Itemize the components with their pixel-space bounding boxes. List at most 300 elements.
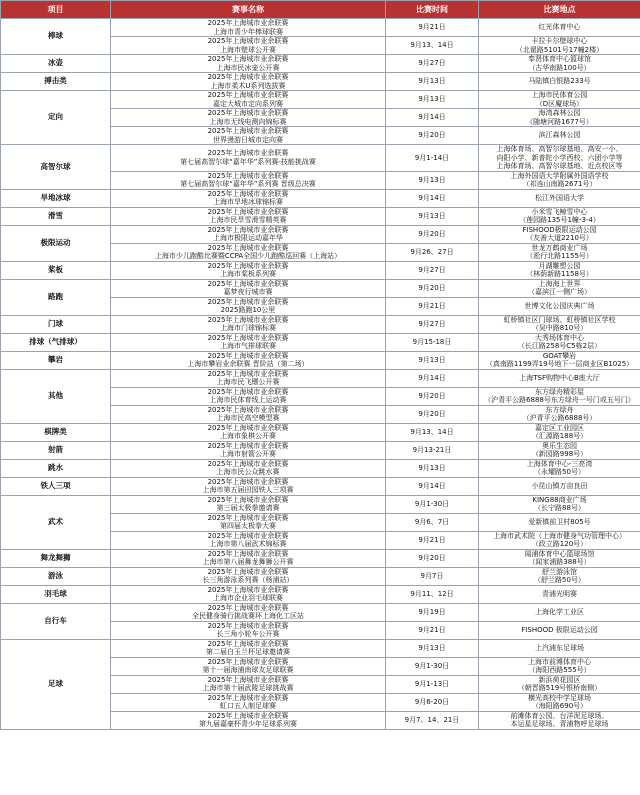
event-line: 上海市青少年棒球联赛	[213, 27, 283, 36]
place-cell	[479, 693, 640, 711]
event-line: 第九届嘉豪杯青少年足球系列赛	[199, 720, 297, 728]
event-line: 上海市第八届舞龙舞狮公开赛	[202, 558, 294, 566]
place-line: （朝晋路519号银桥南侧）	[517, 684, 602, 692]
event-line: 第十一届海浦南球友足球联赛	[202, 666, 294, 674]
event-line: 2025年上海城市业余联赛	[207, 243, 289, 252]
event-line: 2025年上海城市业余联赛	[207, 73, 289, 81]
event-line: 2025年上海城市业余联赛	[207, 657, 289, 666]
place-line: （政立路120号）	[531, 540, 588, 548]
place-line: 上汽浦东足球场	[535, 643, 584, 652]
event-line: 2025年上海城市业余联赛	[207, 459, 289, 468]
event-cell	[111, 189, 386, 207]
event-cell	[111, 387, 386, 405]
place-line: 月湖雕塑公园	[538, 261, 581, 270]
event-line: 上海市民冰壶公开赛	[216, 63, 280, 72]
event-cell	[111, 261, 386, 279]
project-cell: 攀岩	[1, 351, 111, 369]
place-line: 小昆山镇万亩良田	[531, 481, 588, 490]
project-cell: 羽毛球	[1, 585, 111, 603]
place-cell	[479, 243, 640, 261]
place-line: KING88商业广场	[532, 495, 587, 504]
event-line: 嘉梦夜行城市赛	[223, 288, 273, 296]
time-cell: 9月6、7日	[386, 513, 479, 531]
event-cell	[111, 333, 386, 351]
place-cell	[479, 189, 640, 207]
table-row	[1, 225, 640, 243]
table-row	[1, 603, 640, 621]
place-cell	[479, 387, 640, 405]
time-cell: 9月13日	[386, 207, 479, 225]
event-cell	[111, 423, 386, 441]
time-cell: 9月14日	[386, 369, 479, 387]
place-line: 海湾森林公园	[538, 109, 581, 117]
place-cell	[479, 171, 640, 189]
event-line: 上海市射箭公开赛	[220, 450, 276, 458]
table-row	[1, 459, 640, 477]
place-cell	[479, 127, 640, 145]
place-cell	[479, 513, 640, 531]
event-line: 2025年上海城市业余联赛	[207, 149, 289, 158]
event-cell	[111, 675, 386, 693]
event-line: 2025年上海城市业余联赛	[207, 171, 289, 180]
project-cell: 滑雪	[1, 207, 111, 225]
event-line: 上海市气排球联赛	[220, 342, 276, 350]
table-row	[1, 369, 640, 387]
event-cell	[111, 207, 386, 225]
time-cell: 9月7日	[386, 567, 479, 585]
place-cell	[479, 73, 640, 91]
place-cell	[479, 369, 640, 387]
table-row	[1, 495, 640, 513]
event-line: 上海市象棋公开赛	[220, 432, 276, 440]
event-line: 2025年上海城市业余联赛	[207, 127, 289, 135]
event-cell	[111, 693, 386, 711]
place-line: 东方绿舟精彩屋	[535, 387, 584, 396]
time-cell: 9月1-30日	[386, 657, 479, 675]
place-line: FISHOOD极限运动公园	[522, 225, 597, 234]
event-line: 上海市壁球公开赛	[220, 45, 276, 54]
place-line: 世博文化公园庆典广场	[524, 301, 595, 310]
time-cell: 9月20日	[386, 127, 479, 145]
place-line: 向阳小学、新普陀小学西校、六团小学等	[496, 153, 623, 162]
event-line: 长三角小轮车公开赛	[216, 630, 280, 638]
time-cell: 9月11、12日	[386, 585, 479, 603]
table-row	[1, 441, 640, 459]
project-cell: 其他	[1, 369, 111, 423]
table-header-row	[1, 1, 640, 19]
event-line: 虹口五人制足球赛	[220, 702, 276, 710]
table-row	[1, 351, 640, 369]
event-cell	[111, 477, 386, 495]
table-row	[1, 477, 640, 495]
event-line: 世界漫游日城市定向赛	[213, 135, 283, 144]
event-line: 嘉定大城市定向系列赛	[213, 99, 283, 108]
place-line: GOAT攀岩	[542, 351, 577, 360]
place-line: FISHOOD 极限运动公园	[521, 625, 598, 634]
time-cell: 9月14日	[386, 477, 479, 495]
project-cell: 棒球	[1, 19, 111, 55]
event-cell	[111, 513, 386, 531]
project-cell: 铁人三项	[1, 477, 111, 495]
event-line: 上海市少儿跑酷比赛暨CCPA全国少儿跑酷巡回赛（上海站）	[154, 252, 342, 260]
event-line: 第三届太极拳邀请赛	[216, 504, 280, 512]
place-line: 卡拉卡尔壁球中心	[531, 37, 588, 45]
event-line: 2025年上海城市业余联赛	[207, 37, 289, 45]
event-line: 2025年上海城市业余联赛	[207, 423, 289, 432]
header-event: 赛事名称	[111, 1, 386, 19]
event-line: 上海市民旱雪滑雪精英赛	[209, 216, 287, 224]
event-line: 全民健身骑行挑战赛环上海化工区站	[192, 612, 304, 620]
place-line: 上海TSF购物中心B座大厅	[519, 373, 600, 382]
place-line: 上海体育场、高智尔球基地、高安一小、	[496, 145, 623, 153]
event-line: 2025年上海城市业余联赛	[207, 351, 289, 360]
project-cell: 高智尔球	[1, 145, 111, 190]
event-line: 2025年上海城市业余联赛	[207, 405, 289, 414]
place-cell	[479, 585, 640, 603]
table-row	[1, 315, 640, 333]
time-cell: 9月21日	[386, 621, 479, 639]
event-line: 第四届太极拳大赛	[220, 522, 276, 530]
place-cell	[479, 603, 640, 621]
place-line: 前滩体育公园、台洋泥足球场、	[510, 711, 609, 720]
project-cell: 游泳	[1, 567, 111, 585]
event-cell	[111, 639, 386, 657]
event-line: 上海市民公众跳水赛	[216, 468, 280, 476]
time-cell: 9月13日	[386, 459, 479, 477]
time-cell: 9月20日	[386, 549, 479, 567]
project-cell: 极限运动	[1, 225, 111, 261]
project-cell: 舞龙舞狮	[1, 549, 111, 567]
event-line: 上海市企业羽毛球联赛	[213, 594, 283, 602]
project-cell: 搏击类	[1, 73, 111, 91]
place-line: 嘉定区工业园区	[535, 423, 584, 432]
event-cell	[111, 603, 386, 621]
time-cell: 9月27日	[386, 55, 479, 73]
event-cell	[111, 225, 386, 243]
place-line: 世龙万鹤商业广场	[531, 243, 588, 252]
event-line: 上海市第十届武陵足球挑战赛	[202, 684, 294, 692]
event-line: 第七届高智尔球“嘉年华”系列赛 晋级总决赛	[180, 180, 316, 188]
table-row	[1, 549, 640, 567]
place-cell	[479, 441, 640, 459]
time-cell: 9月20日	[386, 225, 479, 243]
place-line: （随塘河路1677号）	[526, 117, 593, 126]
place-line: 小米雪飞鲸雪中心	[531, 207, 588, 216]
event-line: 2025年上海城市业余联赛	[207, 279, 289, 288]
time-cell: 9月1-30日	[386, 495, 479, 513]
table-body	[1, 19, 640, 730]
place-cell	[479, 207, 640, 225]
place-line: （沪青平公路6888号）	[522, 414, 597, 422]
event-cell	[111, 549, 386, 567]
place-cell	[479, 711, 640, 729]
project-cell: 路跑	[1, 279, 111, 315]
time-cell: 9月20日	[386, 387, 479, 405]
event-cell	[111, 315, 386, 333]
place-cell	[479, 477, 640, 495]
time-cell: 9月7、14、21日	[386, 711, 479, 729]
event-cell	[111, 73, 386, 91]
event-cell	[111, 145, 386, 172]
place-cell	[479, 261, 640, 279]
table-row	[1, 19, 640, 37]
place-line: （嘉滨江一侧广场）	[528, 288, 591, 296]
event-line: 上海市第八届武术锦标赛	[209, 540, 287, 548]
place-cell	[479, 459, 640, 477]
event-cell	[111, 351, 386, 369]
event-cell	[111, 243, 386, 261]
table-row	[1, 585, 640, 603]
event-line: 2025年上海城市业余联赛	[207, 567, 289, 576]
event-line: 上海市旱地冰球锦标赛	[213, 198, 283, 206]
event-line: 上海市无线电测向锦标赛	[209, 117, 287, 126]
place-cell	[479, 333, 640, 351]
table-row	[1, 423, 640, 441]
place-line: 上海市民体育公园	[531, 91, 588, 99]
event-cell	[111, 279, 386, 297]
event-line: 上海市民飞镖公开赛	[216, 378, 280, 386]
table-row	[1, 145, 640, 172]
time-cell: 9月26、27日	[386, 243, 479, 261]
event-line: 2025年上海城市业余联赛	[207, 333, 289, 342]
time-cell: 9月13-21日	[386, 441, 479, 459]
time-cell: 9月13日	[386, 91, 479, 109]
event-line: 2025年上海城市业余联赛	[207, 711, 289, 720]
time-cell: 9月27日	[386, 261, 479, 279]
time-cell: 9月13日	[386, 639, 479, 657]
project-cell: 武术	[1, 495, 111, 549]
place-cell	[479, 567, 640, 585]
place-line: 横光高校中学足球场	[528, 693, 591, 702]
time-cell: 9月6-20日	[386, 693, 479, 711]
place-line: （舒兰路50号）	[534, 576, 585, 584]
time-cell: 9月20日	[386, 405, 479, 423]
project-cell: 射箭	[1, 441, 111, 459]
place-line: 大秀场体育中心	[535, 333, 584, 342]
header-time: 比赛时间	[386, 1, 479, 19]
event-line: 第七届高智尔球“嘉年华”系列赛-技能挑战赛	[180, 157, 316, 166]
place-cell	[479, 55, 640, 73]
place-line: （北翟路5101号17幢2楼）	[515, 45, 604, 54]
place-line: （D区魔球场）	[535, 99, 584, 108]
place-line: （海阳西路555号）	[528, 666, 591, 674]
place-line: 上海体育场、高智尔球基地、近点校区等	[496, 162, 623, 170]
table-row	[1, 55, 640, 73]
place-cell	[479, 279, 640, 297]
time-cell: 9月27日	[386, 315, 479, 333]
place-cell	[479, 405, 640, 423]
event-cell	[111, 621, 386, 639]
time-cell: 9月1-13日	[386, 675, 479, 693]
place-line: （新园路998号）	[531, 450, 588, 458]
place-cell	[479, 315, 640, 333]
event-line: 2025年上海城市业余联赛	[207, 55, 289, 63]
time-cell: 9月20日	[386, 279, 479, 297]
table-row	[1, 279, 640, 297]
place-line: 马陆镇白银路233号	[528, 77, 591, 86]
project-cell: 棋牌类	[1, 423, 111, 441]
project-cell: 排球（气排球）	[1, 333, 111, 351]
event-cell	[111, 55, 386, 73]
event-line: 第二届白玉兰杯足球邀请赛	[206, 648, 290, 656]
place-line: （林荫新路1158号）	[526, 270, 593, 278]
place-cell	[479, 145, 640, 172]
event-line: 上海市攀岩业余联赛 晋阶站（第二场）	[187, 360, 309, 368]
place-line: （祁连山南路2671号）	[522, 180, 597, 188]
place-line: （永耀路50号）	[534, 468, 585, 476]
event-line: 2025年上海城市业余联赛	[207, 675, 289, 684]
table-row	[1, 261, 640, 279]
project-cell: 足球	[1, 639, 111, 729]
event-cell	[111, 441, 386, 459]
event-line: 2025年上海城市业余联赛	[207, 693, 289, 702]
place-line: （友善大道2210号）	[526, 234, 593, 242]
table-row	[1, 333, 640, 351]
place-line: 东方绿舟	[545, 405, 574, 414]
event-cell	[111, 585, 386, 603]
event-cell	[111, 19, 386, 37]
place-line: （淞行北路1155号）	[526, 252, 593, 260]
place-cell	[479, 423, 640, 441]
place-cell	[479, 297, 640, 315]
time-cell: 9月15-18日	[386, 333, 479, 351]
place-line: （海阳路690号）	[531, 702, 588, 710]
place-line: （古华南路100号）	[528, 63, 591, 72]
event-line: 2025年上海城市业余联赛	[207, 549, 289, 558]
place-line: 爱新镇前卫村805号	[528, 517, 591, 526]
event-line: 2025年上海城市业余联赛	[207, 109, 289, 117]
event-cell	[111, 711, 386, 729]
event-cell	[111, 405, 386, 423]
place-line: 上海市武术院（上海市健身气功管理中心）	[493, 531, 626, 540]
time-cell: 9月13日	[386, 171, 479, 189]
event-line: 2025年上海城市业余联赛	[207, 207, 289, 216]
event-line: 2025年上海城市业余联赛	[207, 621, 289, 630]
time-cell: 9月21日	[386, 19, 479, 37]
event-cell	[111, 91, 386, 109]
event-line: 上海市民体育线上运动赛	[209, 396, 287, 404]
place-line: （长江路258号C5栋2层）	[517, 342, 602, 350]
place-line: 舒兰游泳馆	[542, 567, 577, 576]
event-line: 2025路跑10公里	[220, 306, 276, 314]
time-cell: 9月21日	[386, 531, 479, 549]
place-cell	[479, 621, 640, 639]
place-cell	[479, 495, 640, 513]
event-line: 2025年上海城市业余联赛	[207, 513, 289, 522]
time-cell: 9月13、14日	[386, 37, 479, 55]
place-line: 红光体育中心	[538, 23, 581, 32]
place-line: 上海化学工业区	[535, 607, 584, 616]
event-line: 上海市桨板系列赛	[220, 270, 276, 278]
header-place: 比赛地点	[479, 1, 640, 19]
event-cell	[111, 459, 386, 477]
event-cell	[111, 567, 386, 585]
place-cell	[479, 19, 640, 37]
place-line: （沪青平公路6888号东方绿舟一号门或五号门）	[484, 396, 635, 404]
project-cell: 自行车	[1, 603, 111, 639]
event-cell	[111, 109, 386, 127]
place-line: 本运星足球场、青浦物呼足球场	[510, 720, 609, 728]
project-cell: 桨板	[1, 261, 111, 279]
time-cell: 9月21日	[386, 297, 479, 315]
event-line: 2025年上海城市业余联赛	[207, 91, 289, 99]
time-cell: 9月14日	[386, 109, 479, 127]
place-cell	[479, 351, 640, 369]
event-line: 2025年上海城市业余联赛	[207, 225, 289, 234]
place-line: （汇源路188号）	[531, 432, 588, 440]
event-line: 2025年上海城市业余联赛	[207, 603, 289, 612]
place-line: 滨江森林公园	[538, 131, 581, 140]
event-line: 上海市民高空模型赛	[216, 414, 280, 422]
place-line: 松江外国语大学	[535, 193, 584, 202]
place-line: 上海市前滩体育中心	[528, 657, 591, 666]
time-cell: 9月13、14日	[386, 423, 479, 441]
place-line: 奉贤体育中心篮球馆	[528, 55, 591, 63]
place-line: （长宁路88号）	[534, 504, 585, 512]
event-line: 2025年上海城市业余联赛	[207, 477, 289, 486]
project-cell: 门球	[1, 315, 111, 333]
table-row	[1, 189, 640, 207]
project-cell: 冰壶	[1, 55, 111, 73]
place-cell	[479, 225, 640, 243]
event-line: 上海市第五届田园铁人三项赛	[202, 486, 294, 494]
event-line: 2025年上海城市业余联赛	[207, 495, 289, 504]
place-cell	[479, 91, 640, 109]
place-cell	[479, 37, 640, 55]
place-cell	[479, 657, 640, 675]
place-line: （真南路1199弄19号地下一层商业区B1025）	[485, 360, 634, 368]
place-cell	[479, 549, 640, 567]
place-line: 闻浦体育中心篮球场馆	[524, 549, 595, 558]
time-cell: 9月19日	[386, 603, 479, 621]
time-cell: 9月14日	[386, 189, 479, 207]
event-line: 2025年上海城市业余联赛	[207, 261, 289, 270]
time-cell: 9月13日	[386, 73, 479, 91]
event-cell	[111, 37, 386, 55]
table-row	[1, 73, 640, 91]
event-line: 2025年上海城市业余联赛	[207, 369, 289, 378]
event-line: 2025年上海城市业余联赛	[207, 19, 289, 27]
event-cell	[111, 531, 386, 549]
place-line: （吴中路810号）	[531, 324, 588, 332]
header-project: 项目	[1, 1, 111, 19]
place-cell	[479, 675, 640, 693]
event-cell	[111, 369, 386, 387]
time-cell: 9月1-14日	[386, 145, 479, 172]
event-line: 上海市极限运动嘉年华	[213, 234, 283, 242]
place-line: 上海外国语大学附属外国语学校	[510, 171, 609, 180]
event-line: 2025年上海城市业余联赛	[207, 639, 289, 648]
event-cell	[111, 297, 386, 315]
event-line: 上海市门球锦标赛	[220, 324, 276, 332]
table-row	[1, 567, 640, 585]
project-cell: 跳水	[1, 459, 111, 477]
event-line: 2025年上海城市业余联赛	[207, 441, 289, 450]
event-cell	[111, 495, 386, 513]
event-line: 2025年上海城市业余联赛	[207, 531, 289, 540]
place-cell	[479, 109, 640, 127]
event-line: 上海市柔术U系列选拔赛	[210, 81, 286, 90]
place-line: （莲园路135号1幢-3-4）	[519, 216, 600, 224]
event-cell	[111, 127, 386, 145]
place-line: 新浜荷花园区	[538, 675, 581, 684]
place-line: 虹桥镇社区门球场、虹桥镇社区学校	[503, 315, 616, 324]
event-line: 2025年上海城市业余联赛	[207, 297, 289, 306]
place-line: 青浦光明赛	[542, 589, 577, 598]
event-line: 2025年上海城市业余联赛	[207, 585, 289, 594]
table-row	[1, 207, 640, 225]
event-line: 2025年上海城市业余联赛	[207, 189, 289, 198]
